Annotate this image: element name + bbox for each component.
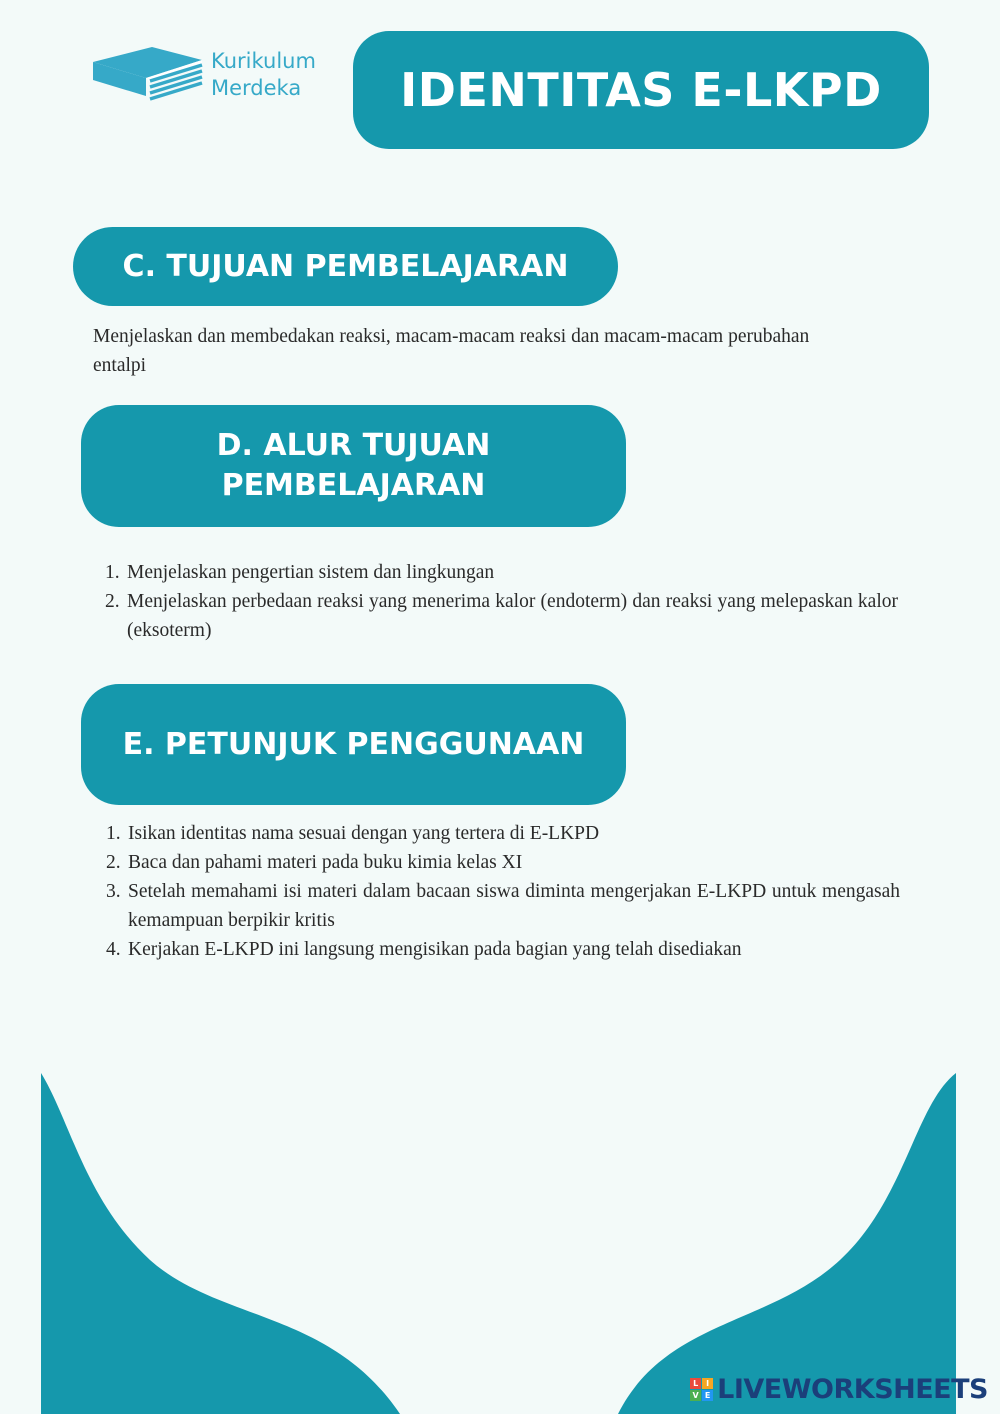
list-number: 2. — [106, 852, 121, 873]
list-text: Menjelaskan pengertian sistem dan lingkungan — [127, 562, 495, 583]
logo-wordmark — [211, 48, 316, 102]
list-number: 4. — [106, 939, 121, 960]
badge-letter: L — [690, 1378, 701, 1389]
badge-letter: V — [690, 1390, 701, 1401]
badge-letter: I — [702, 1378, 713, 1389]
logo-line-1: Kurikulum — [211, 49, 316, 73]
tujuan-text: Menjelaskan dan membedakan reaksi, macam-macam reaksi dan macam-macam perubahan entalpi — [93, 326, 810, 376]
list-text: Setelah memahami isi materi dalam bacaan siswa diminta mengerjakan E-LKPD untuk mengasah kemampuan berpikir kritis — [128, 881, 900, 931]
section-heading-petunjuk: E. PETUNJUK PENGGUNAAN — [81, 684, 626, 805]
list-item — [105, 587, 898, 645]
list-item — [106, 848, 900, 877]
liveworksheets-logo-icon — [690, 1378, 713, 1401]
list-item — [105, 558, 898, 587]
liveworksheets-watermark — [690, 1374, 988, 1405]
book-stack-icon — [90, 44, 210, 104]
watermark-text: LIVEWORKSHEETS — [717, 1374, 988, 1405]
list-number: 1. — [106, 823, 121, 844]
badge-letter: E — [702, 1390, 713, 1401]
decorative-wave-right — [0, 1060, 1000, 1414]
logo-line-2: Merdeka — [211, 76, 302, 100]
list-number: 2. — [105, 591, 120, 612]
section-heading-tujuan: C. TUJUAN PEMBELAJARAN — [73, 227, 618, 306]
page-title: IDENTITAS E-LKPD — [353, 31, 929, 149]
petunjuk-list — [106, 819, 900, 964]
list-text: Menjelaskan perbedaan reaksi yang menerima kalor (endoterm) dan reaksi yang melepaskan kalor (eksoterm) — [127, 591, 898, 641]
section-heading-alur: D. ALUR TUJUAN PEMBELAJARAN — [81, 405, 626, 527]
list-item — [106, 819, 900, 848]
list-item — [106, 935, 900, 964]
list-number: 3. — [106, 881, 121, 902]
list-item — [106, 877, 900, 935]
list-text: Kerjakan E-LKPD ini langsung mengisikan pada bagian yang telah disediakan — [128, 939, 742, 960]
list-number: 1. — [105, 562, 120, 583]
alur-list — [105, 558, 898, 645]
list-text: Isikan identitas nama sesuai dengan yang tertera di E-LKPD — [128, 823, 600, 844]
list-text: Baca dan pahami materi pada buku kimia kelas XI — [128, 852, 523, 873]
